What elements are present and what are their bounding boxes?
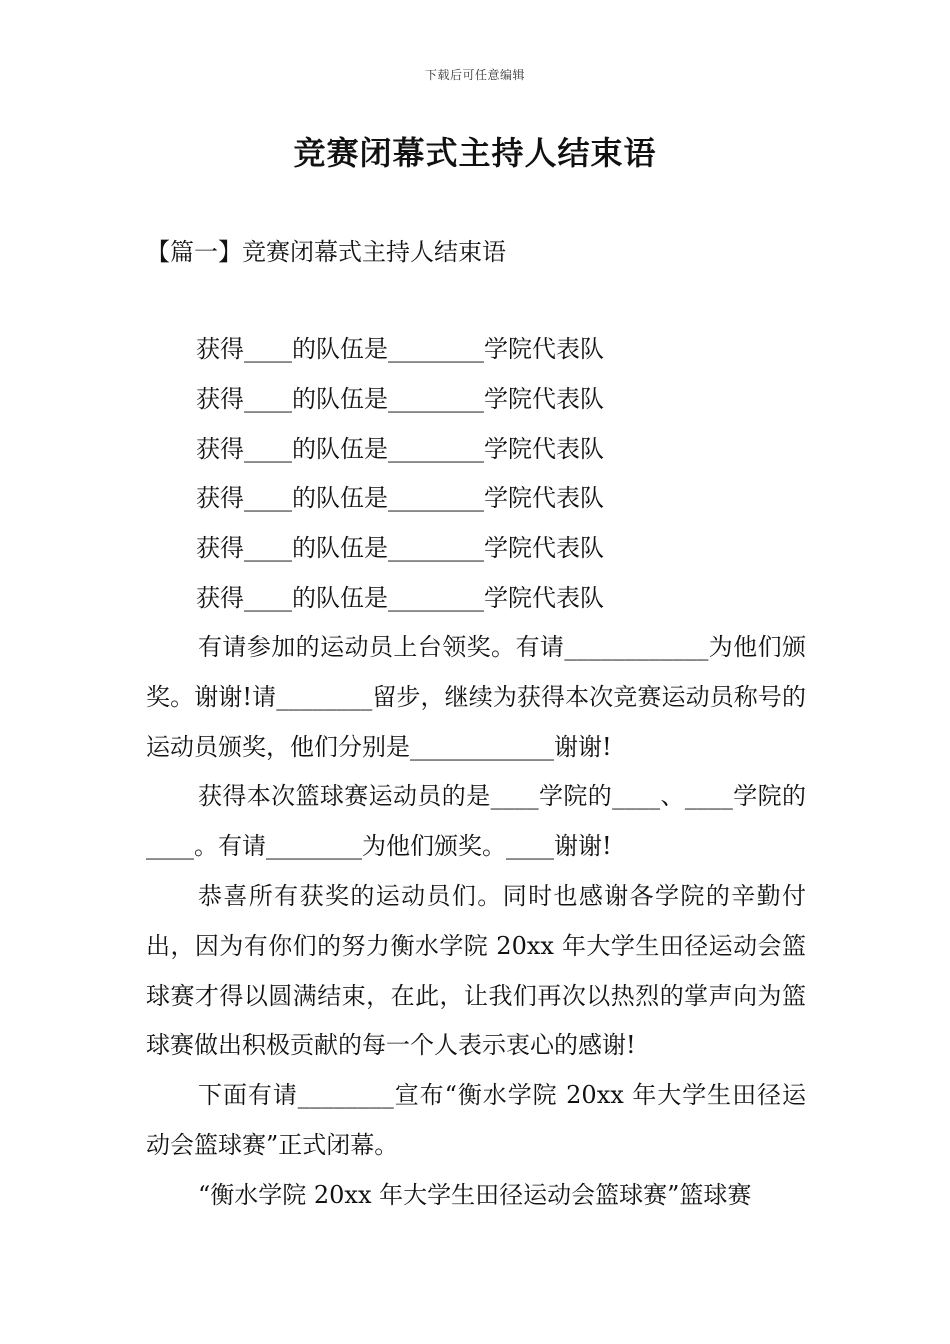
- award-line: 获得____的队伍是________学院代表队: [196, 335, 604, 363]
- paragraph-basketball-winners: 获得本次篮球赛运动员的是____学院的____、____学院的____。有请________为他们颁奖。____谢谢!: [146, 782, 806, 861]
- award-line: 获得____的队伍是________学院代表队: [196, 384, 604, 413]
- document-title: 竞赛闭幕式主持人结束语: [293, 134, 657, 172]
- body-text: [146, 623, 806, 1221]
- paragraph-awards-presentation: 有请参加的运动员上台领奖。有请____________为他们颁奖。谢谢!请________留步，继续为获得本次竞赛运动员称号的运动员颁奖，他们分别是____________谢谢!: [146, 633, 806, 761]
- section-heading: 【篇一】竞赛闭幕式主持人结束语: [146, 238, 506, 266]
- award-list: [196, 325, 604, 624]
- award-line: 获得____的队伍是________学院代表队: [196, 434, 604, 463]
- award-line: 获得____的队伍是________学院代表队: [196, 484, 604, 513]
- paragraph-closing-announcement: 下面有请________宣布“衡水学院 20xx 年大学生田径运动会篮球赛”正式闭幕。: [146, 1081, 806, 1159]
- award-line: 获得____的队伍是________学院代表队: [196, 583, 604, 612]
- page-header-note: 下载后可任意编辑: [424, 68, 525, 82]
- award-line: 获得____的队伍是________学院代表队: [196, 534, 604, 563]
- paragraph-final: “衡水学院 20xx 年大学生田径运动会篮球赛”篮球赛: [198, 1180, 752, 1209]
- paragraph-congratulations: 恭喜所有获奖的运动员们。同时也感谢各学院的辛勤付出，因为有你们的努力衡水学院 20xx 年大学生田径运动会篮球赛才得以圆满结束，在此，让我们再次以热烈的掌声向为篮球赛做出积极贡献的每一个人表示衷心的感谢!: [146, 881, 806, 1060]
